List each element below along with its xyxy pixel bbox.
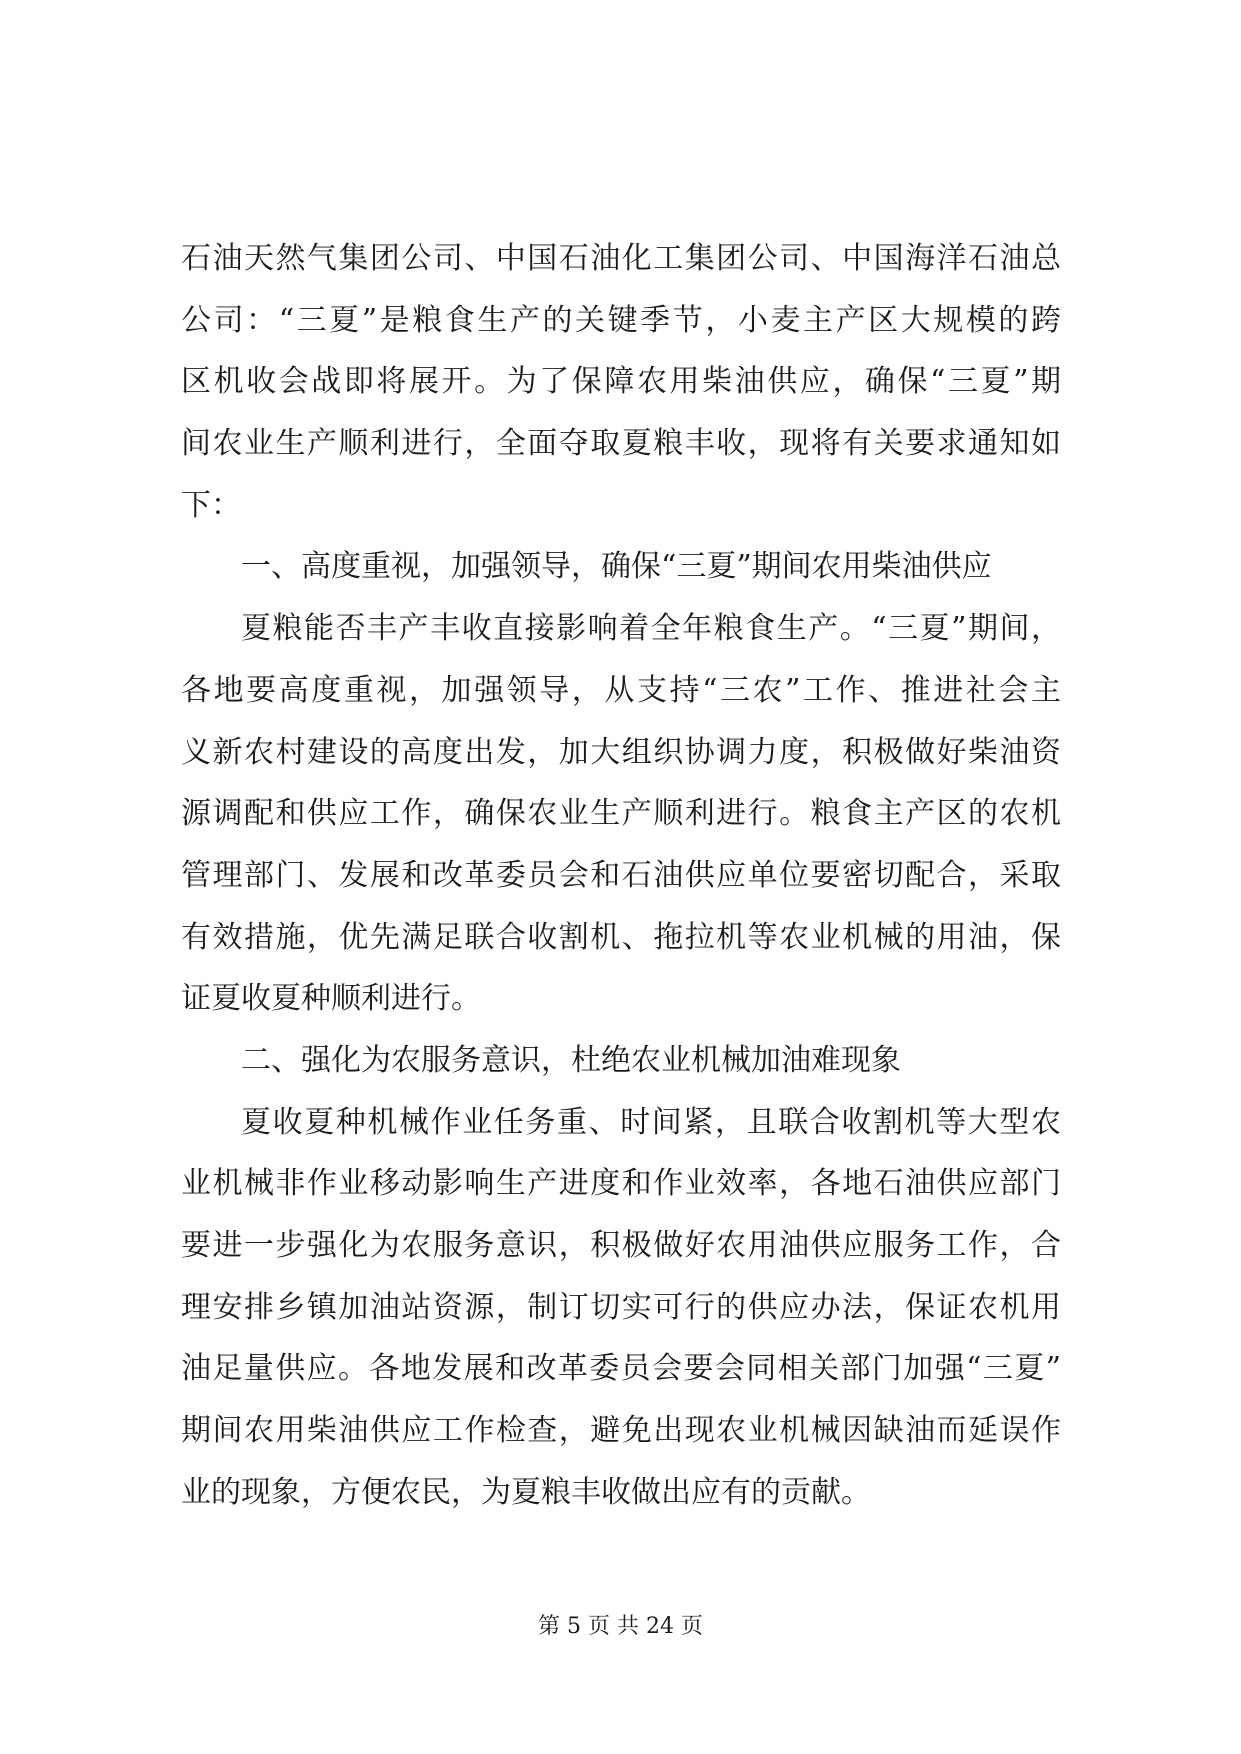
text-line: 证夏收夏种顺利进行。 [181,981,481,1017]
text-line: 业的现象，方便农民，为夏粮丰收做出应有的贡献。 [181,1474,871,1510]
text-line: 油足量供应。各地发展和改革委员会要会同相关部门加强“三夏” [181,1351,1061,1387]
page-number-label: 第 5 页 共 24 页 [538,1614,703,1639]
text-line: 各地要高度重视，加强领导，从支持“三农”工作、推进社会主 [181,672,1061,708]
text-line: 期间农用柴油供应工作检查，避免出现农业机械因缺油而延误作 [181,1413,1061,1449]
text-line: 理安排乡镇加油站资源，制订切实可行的供应办法，保证农机用 [181,1289,1061,1325]
text-line: 公司：“三夏”是粮食生产的关键季节，小麦主产区大规模的跨 [181,302,1061,338]
text-line: 管理部门、发展和改革委员会和石油供应单位要密切配合，采取 [181,857,1061,893]
section-heading: 二、强化为农服务意识，杜绝农业机械加油难现象 [241,1042,901,1078]
text-line: 义新农村建设的高度出发，加大组织协调力度，积极做好柴油资 [181,734,1061,770]
text-line: 区机收会战即将展开。为了保障农用柴油供应，确保“三夏”期 [181,364,1061,400]
text-line: 石油天然气集团公司、中国石油化工集团公司、中国海洋石油总 [181,241,1061,276]
text-line: 源调配和供应工作，确保农业生产顺利进行。粮食主产区的农机 [181,796,1061,832]
text-line: 间农业生产顺利进行，全面夺取夏粮丰收，现将有关要求通知如 [181,426,1061,462]
text-line: 业机械非作业移动影响生产进度和作业效率，各地石油供应部门 [181,1166,1061,1202]
text-line: 有效措施，优先满足联合收割机、拖拉机等农业机械的用油，保 [181,919,1061,955]
section-heading: 一、高度重视，加强领导，确保“三夏”期间农用柴油供应 [241,549,992,585]
document-body [181,228,1061,1523]
text-line: 下： [181,487,241,523]
page-footer [0,1612,1241,1642]
text-line: 夏粮能否丰产丰收直接影响着全年粮食生产。“三夏”期间， [241,611,1061,647]
text-line: 夏收夏种机械作业任务重、时间紧，且联合收割机等大型农 [241,1104,1061,1140]
text-line: 要进一步强化为农服务意识，积极做好农用油供应服务工作，合 [181,1228,1061,1263]
